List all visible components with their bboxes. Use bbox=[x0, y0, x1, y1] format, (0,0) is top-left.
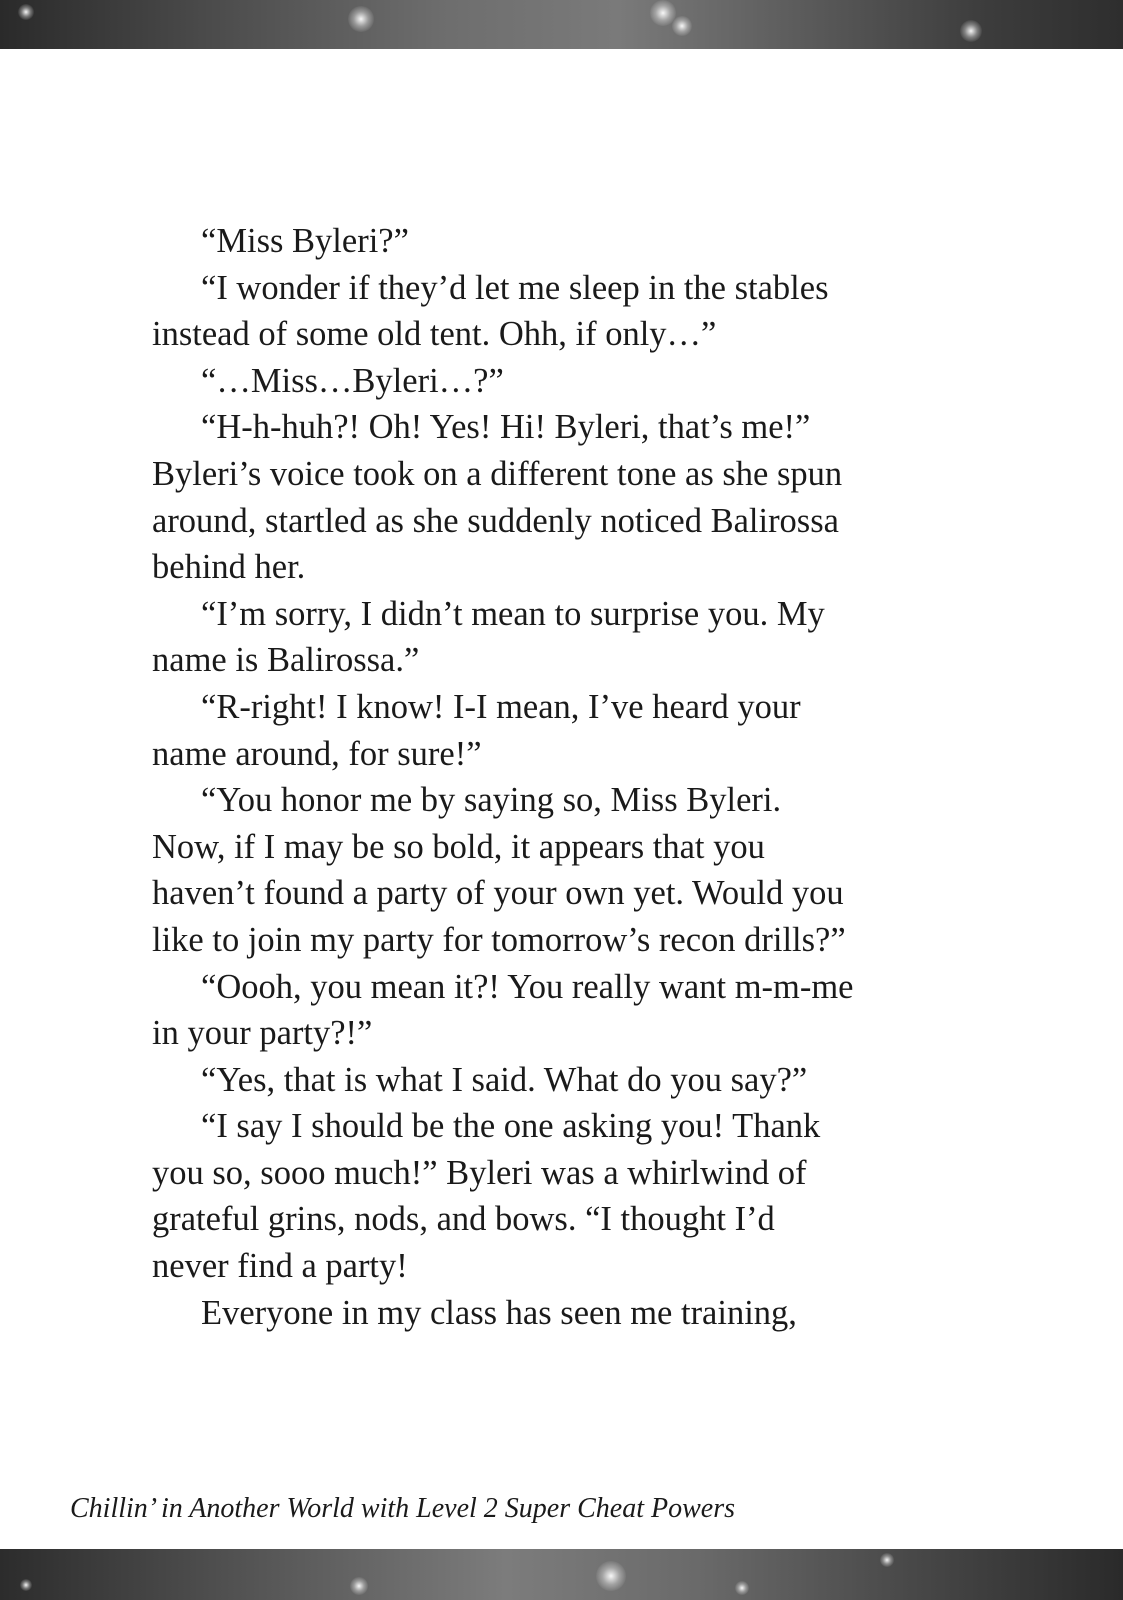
text-line: around, startled as she suddenly noticed Balirossa bbox=[152, 501, 839, 540]
text-line: “H-h-huh?! Oh! Yes! Hi! Byleri, that’s me!” bbox=[201, 408, 811, 447]
text-line: Byleri’s voice took on a different tone as she spun bbox=[152, 454, 843, 493]
top-decorative-band bbox=[0, 0, 1123, 49]
text-line: “Oooh, you mean it?! You really want m-m-me bbox=[201, 967, 854, 1006]
text-line: “I say I should be the one asking you! Thank bbox=[201, 1107, 821, 1146]
text-line: “…Miss…Byleri…?” bbox=[201, 361, 504, 400]
text-line: “I’m sorry, I didn’t mean to surprise you. My bbox=[201, 594, 825, 633]
text-line: instead of some old tent. Ohh, if only…” bbox=[152, 315, 717, 354]
sparkle-decoration bbox=[348, 6, 374, 32]
text-line: “I wonder if they’d let me sleep in the stables bbox=[201, 268, 829, 307]
book-title-footer: Chillin’ in Another World with Level 2 Super Cheat Powers bbox=[70, 1493, 735, 1524]
text-line: name is Balirossa.” bbox=[152, 641, 420, 680]
text-line: “You honor me by saying so, Miss Byleri. bbox=[201, 781, 782, 820]
text-line: name around, for sure!” bbox=[152, 734, 482, 773]
sparkle-decoration bbox=[672, 16, 692, 36]
text-line: never find a party! bbox=[152, 1247, 408, 1286]
sparkle-decoration bbox=[18, 4, 34, 20]
text-line: you so, sooo much!” Byleri was a whirlwind of bbox=[152, 1153, 807, 1192]
text-line: Everyone in my class has seen me training, bbox=[201, 1293, 797, 1332]
sparkle-decoration bbox=[735, 1581, 749, 1595]
text-line: grateful grins, nods, and bows. “I thought I’d bbox=[152, 1200, 775, 1239]
sparkle-decoration bbox=[960, 20, 982, 42]
sparkle-decoration bbox=[20, 1579, 32, 1591]
bottom-decorative-band bbox=[0, 1549, 1123, 1600]
sparkle-decoration bbox=[880, 1553, 894, 1567]
text-line: haven’t found a party of your own yet. Would you bbox=[152, 874, 844, 913]
text-line: “Yes, that is what I said. What do you say?” bbox=[201, 1060, 808, 1099]
body-text bbox=[152, 218, 952, 1336]
text-line: Now, if I may be so bold, it appears that you bbox=[152, 827, 765, 866]
text-line: behind her. bbox=[152, 548, 306, 587]
text-line: “Miss Byleri?” bbox=[201, 222, 409, 260]
sparkle-decoration bbox=[350, 1577, 368, 1595]
text-line: like to join my party for tomorrow’s recon drills?” bbox=[152, 920, 846, 959]
sparkle-decoration bbox=[596, 1561, 626, 1591]
text-line: “R-right! I know! I-I mean, I’ve heard your bbox=[201, 687, 801, 726]
text-line: in your party?!” bbox=[152, 1014, 373, 1053]
